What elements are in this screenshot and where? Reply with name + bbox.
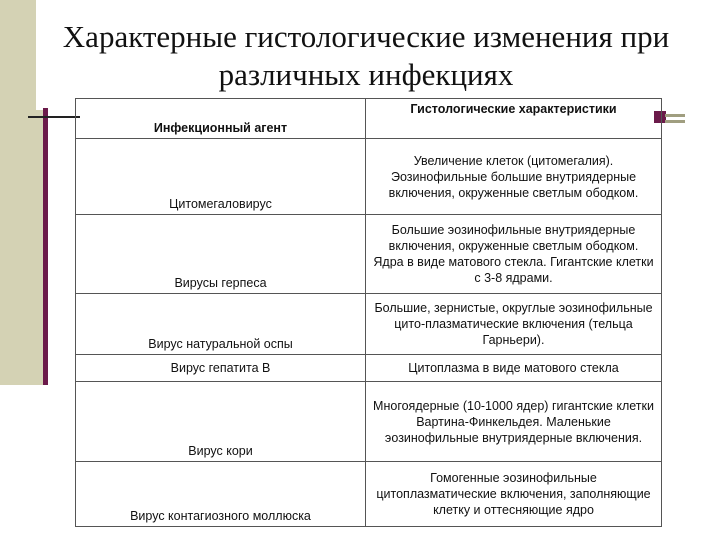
table-row bbox=[76, 294, 662, 355]
agent-cell: Вирус контагиозного моллюска bbox=[76, 462, 366, 527]
agent-cell: Вирус гепатита В bbox=[76, 355, 366, 382]
agent-cell: Цитомегаловирус bbox=[76, 139, 366, 215]
table-row bbox=[76, 215, 662, 294]
decorative-rule bbox=[28, 116, 80, 118]
characteristics-cell: Увеличение клеток (цитомегалия). Эозинофильные большие внутриядерные включения, окруженные светлым ободком. bbox=[366, 139, 662, 215]
slide-title-line-1: Характерные гистологические изменения при bbox=[62, 19, 670, 54]
agent-cell: Вирус кори bbox=[76, 382, 366, 462]
infection-histology-table bbox=[75, 98, 662, 527]
decorative-top-bar bbox=[0, 0, 36, 110]
characteristics-cell: Гомогенные эозинофильные цитоплазматические включения, заполняющие клетку и оттесняющие ядро bbox=[366, 462, 662, 527]
characteristics-cell: Большие, зернистые, округлые эозинофильные цито-плазматические включения (тельца Гарньери). bbox=[366, 294, 662, 355]
characteristics-cell: Большие эозинофильные внутриядерные включения, окруженные светлым ободком. Ядра в виде матового стекла. Гигантские клетки с 3-8 ядрами. bbox=[366, 215, 662, 294]
table-row bbox=[76, 382, 662, 462]
slide-title bbox=[60, 18, 672, 94]
table-header-row bbox=[76, 99, 662, 139]
table-row bbox=[76, 355, 662, 382]
decorative-left-edge-stripe bbox=[43, 108, 48, 385]
agent-cell: Вирусы герпеса bbox=[76, 215, 366, 294]
agent-cell: Вирус натуральной оспы bbox=[76, 294, 366, 355]
header-agent: Инфекционный агент bbox=[76, 99, 366, 139]
slide-title-line-2: различных инфекциях bbox=[218, 57, 514, 92]
decorative-left-bar bbox=[0, 110, 48, 385]
characteristics-cell: Многоядерные (10-1000 ядер) гигантские клетки Вартина-Финкельдея. Маленькие эозинофильные внутриядерные включения. bbox=[366, 382, 662, 462]
header-characteristics: Гистологические характеристики bbox=[366, 99, 662, 139]
table-row bbox=[76, 139, 662, 215]
decorative-lines bbox=[665, 114, 685, 126]
characteristics-cell: Цитоплазма в виде матового стекла bbox=[366, 355, 662, 382]
table-row bbox=[76, 462, 662, 527]
